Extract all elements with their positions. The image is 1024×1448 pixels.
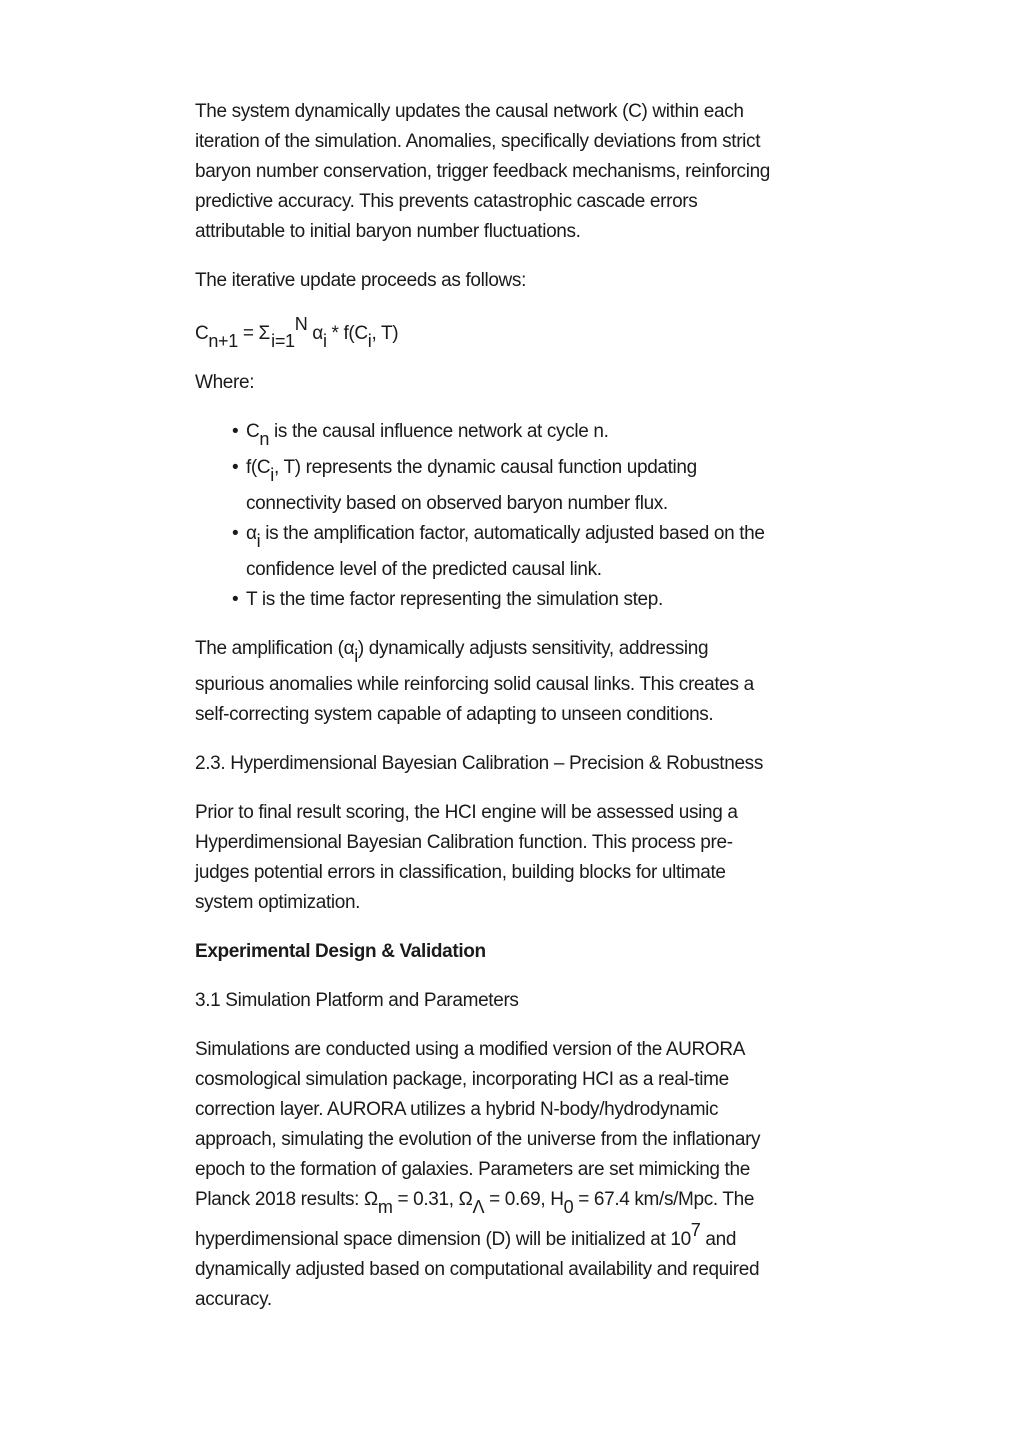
paragraph-causal-network bbox=[195, 97, 835, 247]
text-line: Simulations are conducted using a modified version of the AURORA bbox=[195, 1039, 746, 1060]
text-line: The system dynamically updates the causal network (C) within each bbox=[195, 101, 744, 122]
text-line: judges potential errors in classification, building blocks for ultimate bbox=[195, 862, 726, 883]
formula-alpha: α bbox=[307, 323, 323, 344]
definition-text: T is the time factor representing the simulation step. bbox=[246, 589, 663, 610]
section-heading-3-1: 3.1 Simulation Platform and Parameters bbox=[195, 990, 519, 1011]
omega-m-subscript: m bbox=[377, 1197, 393, 1218]
formula-function-end: , T) bbox=[371, 323, 399, 344]
text-line: system optimization. bbox=[195, 892, 361, 913]
text-line: attributable to initial baryon number fluctuations. bbox=[195, 221, 581, 242]
text-line: correction layer. AURORA utilizes a hybrid N-body/hydrodynamic bbox=[195, 1099, 719, 1120]
formula-function: * f(C bbox=[326, 323, 368, 344]
text-line: Hyperdimensional Bayesian Calibration function. This process pre- bbox=[195, 832, 733, 853]
bullet-icon: • bbox=[232, 421, 239, 442]
document-page bbox=[195, 97, 835, 1334]
list-item bbox=[232, 519, 835, 585]
section-heading-2-3: 2.3. Hyperdimensional Bayesian Calibration – Precision & Robustness bbox=[195, 753, 763, 774]
symbol-subscript: i bbox=[270, 465, 274, 486]
h0-subscript: 0 bbox=[563, 1197, 574, 1218]
text: = 0.69, H bbox=[484, 1189, 564, 1210]
text: ) dynamically adjusts sensitivity, addressing bbox=[357, 638, 709, 659]
bullet-icon: • bbox=[232, 589, 239, 610]
planck-parameters-line bbox=[195, 1185, 835, 1221]
bullet-icon: • bbox=[232, 457, 239, 478]
exponent-superscript: 7 bbox=[690, 1219, 701, 1240]
where-label: Where: bbox=[195, 372, 255, 393]
list-item bbox=[232, 453, 835, 519]
definition-text: is the causal influence network at cycle n. bbox=[269, 421, 609, 442]
section-heading-3: Experimental Design & Validation bbox=[195, 941, 486, 962]
formula-lhs-subscript: n+1 bbox=[208, 331, 238, 352]
paragraph-simulation-platform bbox=[195, 1035, 835, 1315]
text: and bbox=[700, 1229, 737, 1250]
text: hyperdimensional space dimension (D) will be initialized at 10 bbox=[195, 1229, 691, 1250]
text: The amplification (α bbox=[195, 638, 355, 659]
update-formula bbox=[195, 313, 835, 352]
text-line: predictive accuracy. This prevents catastrophic cascade errors bbox=[195, 191, 698, 212]
definition-text: is the amplification factor, automatically adjusted based on the bbox=[260, 523, 765, 544]
definitions-list bbox=[195, 417, 835, 615]
definition-text-continued: connectivity based on observed baryon number flux. bbox=[246, 493, 668, 514]
text-line: Prior to final result scoring, the HCI engine will be assessed using a bbox=[195, 802, 738, 823]
dimension-line bbox=[195, 1221, 835, 1255]
text-line: dynamically adjusted based on computational availability and required bbox=[195, 1259, 760, 1280]
text: Planck 2018 results: Ω bbox=[195, 1189, 378, 1210]
formula-sum-subscript: i=1 bbox=[271, 331, 295, 352]
paragraph-iterative-update: The iterative update proceeds as follows: bbox=[195, 270, 527, 291]
omega-lambda-subscript: Λ bbox=[472, 1197, 485, 1218]
formula-sum: = Σ bbox=[237, 323, 270, 344]
paragraph-bayesian-calibration bbox=[195, 798, 835, 918]
text-line: iteration of the simulation. Anomalies, specifically deviations from strict bbox=[195, 131, 761, 152]
formula-c-subscript: i bbox=[367, 331, 372, 352]
text-line: baryon number conservation, trigger feedback mechanisms, reinforcing bbox=[195, 161, 770, 182]
formula-lhs: C bbox=[195, 323, 209, 344]
symbol-subscript: i bbox=[256, 531, 261, 552]
text-line: epoch to the formation of galaxies. Parameters are set mimicking the bbox=[195, 1159, 750, 1180]
bullet-icon: • bbox=[232, 523, 239, 544]
symbol: C bbox=[246, 421, 260, 442]
list-item bbox=[232, 585, 835, 615]
text: = 67.4 km/s/Mpc. The bbox=[573, 1189, 755, 1210]
list-item bbox=[232, 417, 835, 453]
definition-text: , T) represents the dynamic causal function updating bbox=[273, 457, 697, 478]
symbol: f(C bbox=[246, 457, 271, 478]
formula-alpha-subscript: i bbox=[322, 331, 327, 352]
formula-sum-superscript: N bbox=[294, 313, 308, 334]
symbol-subscript: n bbox=[259, 429, 270, 450]
alpha-subscript: i bbox=[354, 646, 358, 667]
text-line: accuracy. bbox=[195, 1289, 272, 1310]
text-line: cosmological simulation package, incorporating HCI as a real-time bbox=[195, 1069, 729, 1090]
paragraph-amplification bbox=[195, 634, 835, 730]
text: = 0.31, Ω bbox=[392, 1189, 473, 1210]
text-line: approach, simulating the evolution of the universe from the inflationary bbox=[195, 1129, 761, 1150]
text-line: spurious anomalies while reinforcing solid causal links. This creates a bbox=[195, 674, 754, 695]
definition-text-continued: confidence level of the predicted causal link. bbox=[246, 559, 602, 580]
text-line: self-correcting system capable of adapting to unseen conditions. bbox=[195, 704, 714, 725]
symbol: α bbox=[246, 523, 257, 544]
